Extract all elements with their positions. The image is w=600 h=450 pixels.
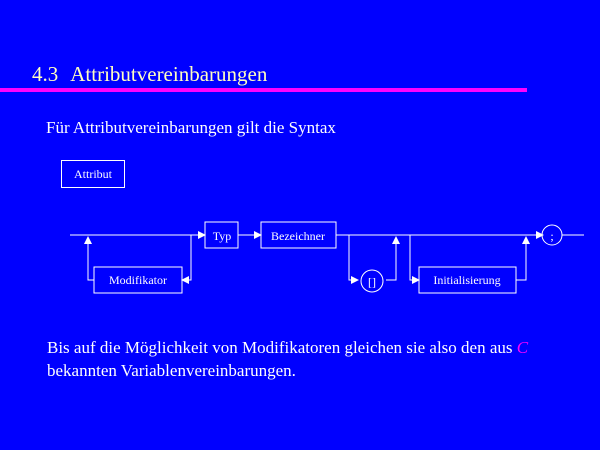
- modifier-loop-left: [88, 237, 94, 280]
- brackets-branch-up: [386, 237, 396, 280]
- intro-text: Für Attributvereinbarungen gilt die Syntax: [46, 118, 336, 137]
- outro-part2: bekannten Variablenvereinbarungen.: [47, 361, 296, 380]
- language-name: C: [516, 338, 529, 357]
- modifier-label: Modifikator: [109, 273, 167, 287]
- section-number: 4.3: [32, 62, 59, 86]
- brackets-branch-down: [349, 235, 358, 280]
- semicolon-label: ;: [550, 229, 554, 243]
- diagram-name-label: Attribut: [74, 166, 112, 181]
- init-branch-down: [410, 235, 419, 280]
- outro-text: [47, 336, 587, 382]
- section-title: Attributvereinbarungen: [70, 62, 268, 86]
- init-branch-up: [516, 237, 526, 280]
- init-label: Initialisierung: [433, 273, 501, 287]
- brackets-label: []: [368, 275, 376, 289]
- type-label: Typ: [212, 229, 232, 243]
- modifier-loop-right: [182, 235, 191, 280]
- outro-part1: Bis auf die Möglichkeit von Modifikatoren gleichen sie also den aus: [47, 338, 517, 357]
- identifier-label: Bezeichner: [271, 229, 325, 243]
